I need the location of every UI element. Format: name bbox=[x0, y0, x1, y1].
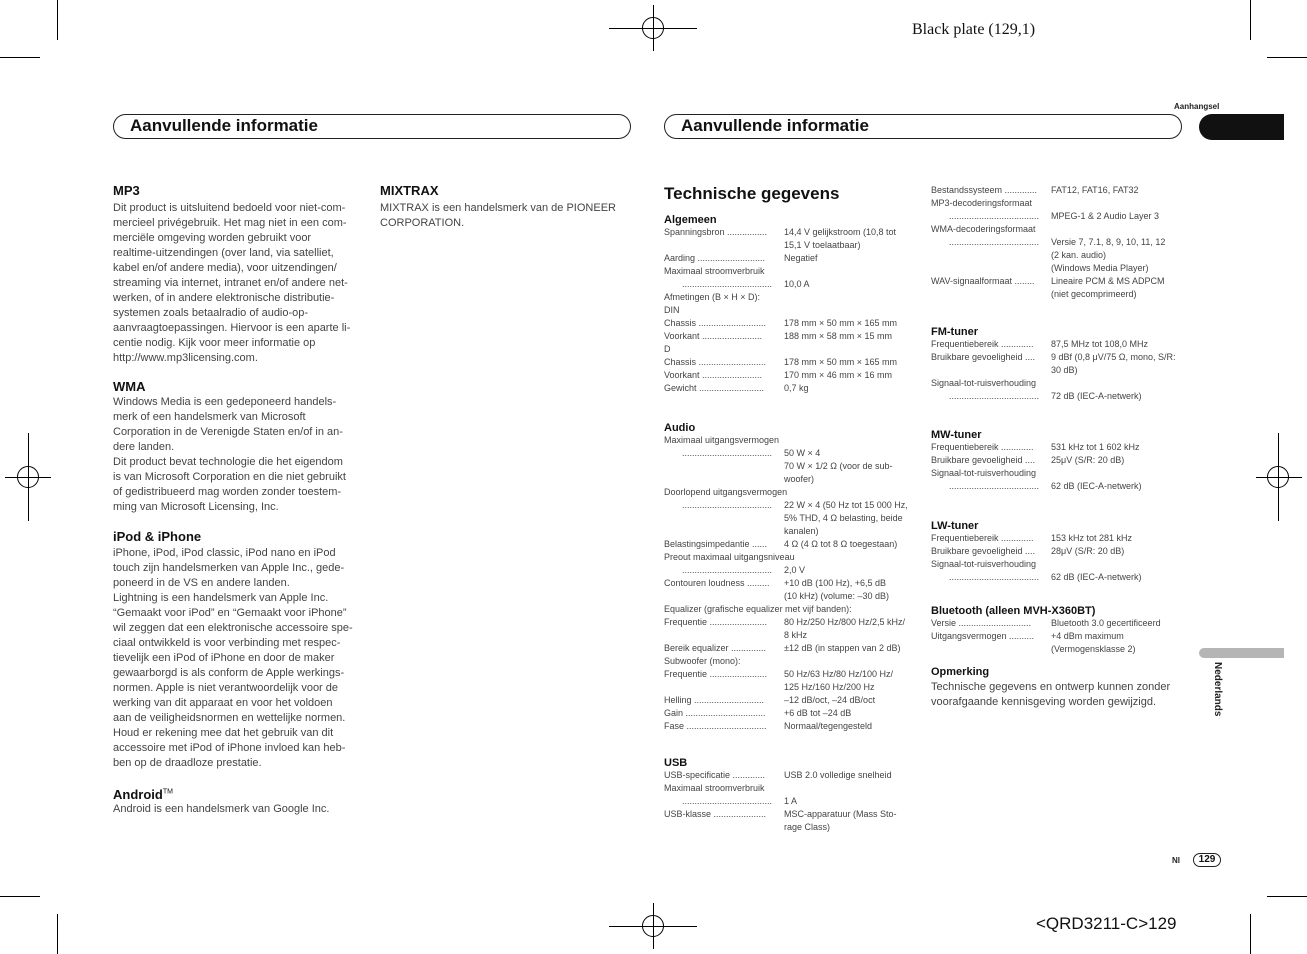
spec-value: (2 kan. audio) bbox=[1051, 250, 1107, 260]
spec-label: DIN bbox=[664, 305, 680, 315]
wma-text-line: merk of een handelsmerk van Microsoft bbox=[113, 411, 306, 423]
algemeen-heading: Algemeen bbox=[664, 214, 717, 226]
spec-value: 153 kHz tot 281 kHz bbox=[1051, 533, 1133, 543]
spec-row bbox=[664, 769, 919, 782]
opmerking-text-line: voorafgaande kennisgeving worden gewijzigd. bbox=[931, 696, 1157, 708]
spec-label: Voorkant ........................ bbox=[664, 370, 763, 380]
wma-text-line: is van Microsoft Corporation en die niet gebruikt bbox=[113, 471, 346, 483]
spec-value: Lineaire PCM & MS ADPCM bbox=[1051, 276, 1165, 286]
spec-row bbox=[664, 564, 919, 577]
spec-label: WMA-decoderingsformaat bbox=[931, 224, 1036, 234]
mp3-text-line: mercieel privégebruik. Het mag niet in een com- bbox=[113, 217, 347, 229]
ipod-heading: iPod & iPhone bbox=[113, 529, 202, 544]
spec-row bbox=[931, 364, 1186, 377]
spec-row bbox=[664, 252, 919, 265]
ipod-text-line: ben op de draadloze prestatie. bbox=[113, 757, 262, 769]
specs-column-2 bbox=[931, 184, 1186, 710]
spec-label: .................................... bbox=[682, 279, 773, 289]
tab-marker-black bbox=[1199, 114, 1284, 140]
spec-row bbox=[931, 275, 1186, 288]
mp3-text-line: systemen zoals betaalradio of audio-op- bbox=[113, 307, 309, 319]
spec-label: .................................... bbox=[682, 500, 773, 510]
ipod-text-line: normen. Apple is niet verantwoordelijk voor de bbox=[113, 682, 339, 694]
spec-value: 178 mm × 50 mm × 165 mm bbox=[784, 357, 898, 367]
spec-label: Gain ................................ bbox=[664, 708, 766, 718]
mp3-text-line: realtime-uitzendingen (over land, via satelliet, bbox=[113, 247, 334, 259]
spec-label: .................................... bbox=[949, 211, 1040, 221]
ipod-text bbox=[113, 546, 368, 771]
ipod-text-line: gewaarborgd is als conform de Apple werkings- bbox=[113, 667, 345, 679]
spec-label: Signaal-tot-ruisverhouding bbox=[931, 468, 1037, 478]
spec-value: Normaal/tegengesteld bbox=[784, 721, 873, 731]
spec-label: Bestandssysteem ............. bbox=[931, 185, 1038, 195]
spec-value: –12 dB/oct, –24 dB/oct bbox=[784, 695, 876, 705]
spec-value: 30 dB) bbox=[1051, 365, 1078, 375]
ipod-text-line: tievelijk een iPod of iPhone en door de maker bbox=[113, 652, 335, 664]
spec-row bbox=[931, 288, 1186, 301]
spec-label: USB-specificatie ............. bbox=[664, 770, 766, 780]
spec-label: Spanningsbron ................ bbox=[664, 227, 768, 237]
spec-row bbox=[664, 642, 919, 655]
bluetooth-heading: Bluetooth (alleen MVH-X360BT) bbox=[931, 605, 1096, 617]
spec-row bbox=[664, 795, 919, 808]
spec-value: 5% THD, 4 Ω belasting, beide bbox=[784, 513, 903, 523]
android-title: Android bbox=[113, 787, 163, 802]
spec-value: ±12 dB (in stappen van 2 dB) bbox=[784, 643, 901, 653]
spec-value: 170 mm × 46 mm × 16 mm bbox=[784, 370, 893, 380]
spec-label: USB-klasse ..................... bbox=[664, 809, 767, 819]
spec-row bbox=[664, 577, 919, 590]
spec-value: 14,4 V gelijkstroom (10,8 tot bbox=[784, 227, 897, 237]
spec-value: FAT12, FAT16, FAT32 bbox=[1051, 185, 1139, 195]
spec-row bbox=[664, 278, 919, 291]
spec-value: MPEG-1 & 2 Audio Layer 3 bbox=[1051, 211, 1160, 221]
spec-row bbox=[664, 239, 919, 252]
spec-label: Bruikbare gevoeligheid .... bbox=[931, 546, 1036, 556]
spec-row bbox=[664, 382, 919, 395]
ipod-text-line: werking van dit apparaat en voor het voldoen bbox=[113, 697, 333, 709]
wma-text bbox=[113, 395, 368, 515]
spec-row bbox=[931, 210, 1186, 223]
spec-row bbox=[664, 486, 919, 499]
spec-row bbox=[931, 558, 1186, 571]
spec-value: woofer) bbox=[784, 474, 815, 484]
mw-heading: MW-tuner bbox=[931, 429, 982, 441]
spec-label: Doorlopend uitgangsvermogen bbox=[664, 487, 788, 497]
usb-table bbox=[664, 769, 919, 834]
spec-label: Bruikbare gevoeligheid .... bbox=[931, 352, 1036, 362]
spec-row bbox=[664, 291, 919, 304]
spec-label: Preout maximaal uitgangsniveau bbox=[664, 552, 795, 562]
mp3-heading: MP3 bbox=[113, 183, 140, 198]
spec-label: Contouren loudness ......... bbox=[664, 578, 770, 588]
spec-value: 72 dB (IEC-A-netwerk) bbox=[1051, 391, 1142, 401]
spec-label: Belastingsimpedantie ...... bbox=[664, 539, 768, 549]
column-1 bbox=[113, 183, 368, 817]
spec-value: 8 kHz bbox=[784, 630, 808, 640]
spec-label: Voorkant ........................ bbox=[664, 331, 763, 341]
spec-label: Chassis ........................... bbox=[664, 357, 767, 367]
spec-label: MP3-decoderingsformaat bbox=[931, 198, 1033, 208]
spec-row bbox=[931, 545, 1186, 558]
spec-row bbox=[931, 236, 1186, 249]
spec-value: 125 Hz/160 Hz/200 Hz bbox=[784, 682, 875, 692]
mixtrax-text-line: CORPORATION. bbox=[380, 217, 465, 229]
spec-label: Versie ............................. bbox=[931, 618, 1032, 628]
spec-label: .................................... bbox=[949, 572, 1040, 582]
mp3-text-line: Dit product is uitsluitend bedoeld voor niet-com- bbox=[113, 202, 346, 214]
spec-value: 0,7 kg bbox=[784, 383, 809, 393]
mp3-text-line: http://www.mp3licensing.com. bbox=[113, 352, 258, 364]
spec-label: Afmetingen (B × H × D): bbox=[664, 292, 761, 302]
spec-row bbox=[931, 617, 1186, 630]
spec-value: 80 Hz/250 Hz/800 Hz/2,5 kHz/ bbox=[784, 617, 906, 627]
usb-heading: USB bbox=[664, 757, 688, 769]
spec-value: 1 A bbox=[784, 796, 798, 806]
spec-value: MSC-apparatuur (Mass Sto- bbox=[784, 809, 897, 819]
mp3-text-line: kabel en/of andere media), voor uitzendingen/ bbox=[113, 262, 337, 274]
spec-row bbox=[931, 377, 1186, 390]
spec-row bbox=[931, 643, 1186, 656]
audio-table bbox=[664, 434, 919, 733]
spec-label: Uitgangsvermogen .......... bbox=[931, 631, 1035, 641]
lw-heading: LW-tuner bbox=[931, 520, 979, 532]
wma-text-line: dere landen. bbox=[113, 441, 175, 453]
spec-value: USB 2.0 volledige snelheid bbox=[784, 770, 892, 780]
spec-label: Frequentiebereik ............. bbox=[931, 339, 1034, 349]
page-number: 129 bbox=[1193, 853, 1221, 867]
mp3-text-line: streaming via internet, intranet en/of andere net- bbox=[113, 277, 348, 289]
spec-label: Frequentiebereik ............. bbox=[931, 442, 1034, 452]
mixtrax-text bbox=[380, 201, 635, 231]
ipod-text-line: aan de veiligheidsnormen en wettelijke normen. bbox=[113, 712, 346, 724]
spec-label: Signaal-tot-ruisverhouding bbox=[931, 378, 1037, 388]
spec-label: Helling ............................ bbox=[664, 695, 765, 705]
wma-text-line: Windows Media is een gedeponeerd handels- bbox=[113, 396, 337, 408]
specs-title: Technische gegevens bbox=[664, 184, 840, 203]
spec-row bbox=[664, 603, 919, 616]
spec-label: Bereik equalizer .............. bbox=[664, 643, 767, 653]
spec-label: Frequentiebereik ............. bbox=[931, 533, 1034, 543]
spec-row bbox=[931, 184, 1186, 197]
spec-label: .................................... bbox=[682, 565, 773, 575]
spec-row bbox=[664, 720, 919, 733]
plate-label: Black plate (129,1) bbox=[912, 21, 1036, 38]
spec-value: (niet gecomprimeerd) bbox=[1051, 289, 1137, 299]
spec-label: Maximaal stroomverbruik bbox=[664, 266, 765, 276]
android-text bbox=[113, 802, 368, 817]
spec-row bbox=[664, 499, 919, 512]
spec-row bbox=[664, 330, 919, 343]
header-right: Aanvullende informatie bbox=[664, 114, 1182, 139]
spec-row bbox=[664, 655, 919, 668]
document-code: <QRD3211-C>129 bbox=[1036, 914, 1177, 933]
spec-row bbox=[664, 304, 919, 317]
spec-row bbox=[664, 343, 919, 356]
spec-row bbox=[664, 226, 919, 239]
opmerking-heading: Opmerking bbox=[931, 666, 990, 678]
spec-value: 531 kHz tot 1 602 kHz bbox=[1051, 442, 1140, 452]
opmerking-text-line: Technische gegevens en ontwerp kunnen zonder bbox=[931, 681, 1171, 693]
spec-row bbox=[664, 668, 919, 681]
spec-value: 2,0 V bbox=[784, 565, 806, 575]
ipod-text-line: accessoire met iPod of iPhone invloed kan heb- bbox=[113, 742, 346, 754]
section-tag: Aanhangsel bbox=[1174, 102, 1220, 111]
spec-value: 25μV (S/R: 20 dB) bbox=[1051, 455, 1125, 465]
language-code: Nl bbox=[1172, 856, 1180, 865]
android-heading bbox=[113, 787, 368, 802]
ipod-text-line: wil zeggen dat een elektronische accessoire spe- bbox=[113, 622, 353, 634]
spec-row bbox=[931, 223, 1186, 236]
spec-row bbox=[664, 629, 919, 642]
ipod-text-line: poneerd in de VS en andere landen. bbox=[113, 577, 290, 589]
spec-row bbox=[931, 571, 1186, 584]
wma-text-line: Corporation in de Verenigde Staten en/of in an- bbox=[113, 426, 343, 438]
algemeen-table bbox=[664, 226, 919, 395]
spec-row bbox=[664, 551, 919, 564]
spec-value: Negatief bbox=[784, 253, 818, 263]
spec-row bbox=[931, 351, 1186, 364]
spec-row bbox=[931, 480, 1186, 493]
spec-value: 9 dBf (0,8 μV/75 Ω, mono, S/R: bbox=[1051, 352, 1176, 362]
spec-label: .................................... bbox=[682, 448, 773, 458]
spec-value: Bluetooth 3.0 gecertificeerd bbox=[1051, 618, 1161, 628]
spec-value: kanalen) bbox=[784, 526, 819, 536]
spec-row bbox=[664, 808, 919, 821]
spec-row bbox=[664, 369, 919, 382]
wma-text-line: Dit product bevat technologie die het eigendom bbox=[113, 456, 343, 468]
mp3-text-line: aanvraagtoepassingen. Hiervoor is een aparte li- bbox=[113, 322, 351, 334]
wma-heading: WMA bbox=[113, 379, 146, 394]
bluetooth-table bbox=[931, 617, 1186, 656]
spec-row bbox=[664, 265, 919, 278]
spec-row bbox=[664, 538, 919, 551]
mw-table bbox=[931, 441, 1186, 493]
spec-row bbox=[931, 338, 1186, 351]
mp3-text-line: merciële omgeving worden gebruikt voor bbox=[113, 232, 312, 244]
spec-value: +10 dB (100 Hz), +6,5 dB bbox=[784, 578, 887, 588]
mp3-text bbox=[113, 201, 368, 366]
spec-value: 62 dB (IEC-A-netwerk) bbox=[1051, 572, 1142, 582]
spec-row bbox=[664, 782, 919, 795]
mp3-text-line: centie nodig. Kijk voor meer informatie op bbox=[113, 337, 316, 349]
spec-row bbox=[664, 434, 919, 447]
spec-value: (10 kHz) (volume: –30 dB) bbox=[784, 591, 890, 601]
spec-value: 28μV (S/R: 20 dB) bbox=[1051, 546, 1125, 556]
fm-heading: FM-tuner bbox=[931, 326, 979, 338]
spec-value: 10,0 A bbox=[784, 279, 810, 289]
spec-row bbox=[931, 532, 1186, 545]
spec-label: .................................... bbox=[949, 237, 1040, 247]
lw-table bbox=[931, 532, 1186, 584]
spec-row bbox=[664, 317, 919, 330]
spec-value: 87,5 MHz tot 108,0 MHz bbox=[1051, 339, 1149, 349]
file-format-table bbox=[931, 184, 1186, 301]
spec-row bbox=[664, 821, 919, 834]
ipod-text-line: “Gemaakt voor iPod” en “Gemaakt voor iPhone” bbox=[113, 607, 347, 619]
trademark-mark: TM bbox=[162, 788, 173, 796]
spec-row bbox=[664, 616, 919, 629]
ipod-text-line: Houd er rekening mee dat het gebruik van dit bbox=[113, 727, 334, 739]
column-2 bbox=[380, 183, 635, 231]
spec-row bbox=[931, 467, 1186, 480]
spec-label: D bbox=[664, 344, 671, 354]
spec-row bbox=[931, 630, 1186, 643]
spec-row bbox=[664, 460, 919, 473]
spec-label: WAV-signaalformaat ........ bbox=[931, 276, 1035, 286]
spec-value: 70 W × 1/2 Ω (voor de sub- bbox=[784, 461, 893, 471]
mp3-text-line: werken, of in andere elektronische distributie- bbox=[113, 292, 335, 304]
audio-heading: Audio bbox=[664, 422, 696, 434]
spec-value: Versie 7, 7.1, 8, 9, 10, 11, 12 bbox=[1051, 237, 1166, 247]
spec-value: 15,1 V toelaatbaar) bbox=[784, 240, 861, 250]
spec-value: 188 mm × 58 mm × 15 mm bbox=[784, 331, 893, 341]
spec-label: .................................... bbox=[682, 796, 773, 806]
spec-label: Frequentie ....................... bbox=[664, 617, 768, 627]
spec-row bbox=[931, 390, 1186, 403]
spec-value: 22 W × 4 (50 Hz tot 15 000 Hz, bbox=[784, 500, 908, 510]
side-language-label: Nederlands bbox=[1212, 662, 1223, 717]
spec-row bbox=[664, 512, 919, 525]
wma-text-line: of gedistribueerd mag worden zonder toestem- bbox=[113, 486, 342, 498]
header-left: Aanvullende informatie bbox=[113, 114, 631, 139]
spec-label: .................................... bbox=[949, 481, 1040, 491]
spec-row bbox=[931, 249, 1186, 262]
spec-label: Aarding ........................... bbox=[664, 253, 766, 263]
spec-label: Frequentie ....................... bbox=[664, 669, 768, 679]
spec-row bbox=[664, 590, 919, 603]
spec-value: 62 dB (IEC-A-netwerk) bbox=[1051, 481, 1142, 491]
spec-value: +4 dBm maximum bbox=[1051, 631, 1124, 641]
spec-label: Signaal-tot-ruisverhouding bbox=[931, 559, 1037, 569]
spec-row bbox=[664, 694, 919, 707]
spec-label: Gewicht .......................... bbox=[664, 383, 765, 393]
spec-row bbox=[931, 197, 1186, 210]
spec-value: 4 Ω (4 Ω tot 8 Ω toegestaan) bbox=[784, 539, 898, 549]
spec-row bbox=[931, 441, 1186, 454]
spec-row bbox=[664, 356, 919, 369]
spec-label: .................................... bbox=[949, 391, 1040, 401]
spec-row bbox=[664, 707, 919, 720]
spec-label: Bruikbare gevoeligheid .... bbox=[931, 455, 1036, 465]
spec-label: Fase ................................ bbox=[664, 721, 767, 731]
spec-value: 50 W × 4 bbox=[784, 448, 821, 458]
spec-value: rage Class) bbox=[784, 822, 831, 832]
spec-row bbox=[664, 681, 919, 694]
spec-label: Chassis ........................... bbox=[664, 318, 767, 328]
ipod-text-line: iPhone, iPod, iPod classic, iPod nano en iPod bbox=[113, 547, 336, 559]
spec-value: 178 mm × 50 mm × 165 mm bbox=[784, 318, 898, 328]
spec-value: +6 dB tot –24 dB bbox=[784, 708, 852, 718]
spec-value: 50 Hz/63 Hz/80 Hz/100 Hz/ bbox=[784, 669, 894, 679]
spec-label: Maximaal uitgangsvermogen bbox=[664, 435, 780, 445]
mixtrax-text-line: MIXTRAX is een handelsmerk van de PIONEER bbox=[380, 202, 616, 214]
wma-text-line: ming van Microsoft Licensing, Inc. bbox=[113, 501, 279, 513]
spec-label: Subwoofer (mono): bbox=[664, 656, 741, 666]
fm-table bbox=[931, 338, 1186, 403]
specs-column-1 bbox=[664, 184, 919, 834]
spec-row bbox=[931, 454, 1186, 467]
spec-row bbox=[664, 473, 919, 486]
spec-label: Equalizer (grafische equalizer met vijf banden): bbox=[664, 604, 852, 614]
spec-label: Maximaal stroomverbruik bbox=[664, 783, 765, 793]
spec-row bbox=[664, 447, 919, 460]
ipod-text-line: ciaal ontwikkeld is voor verbinding met respec- bbox=[113, 637, 341, 649]
spec-row bbox=[931, 262, 1186, 275]
android-text-line: Android is een handelsmerk van Google Inc. bbox=[113, 803, 330, 815]
mixtrax-heading: MIXTRAX bbox=[380, 183, 439, 198]
spec-value: (Vermogensklasse 2) bbox=[1051, 644, 1136, 654]
tab-marker-grey bbox=[1199, 648, 1284, 658]
spec-row bbox=[664, 525, 919, 538]
spec-value: (Windows Media Player) bbox=[1051, 263, 1149, 273]
opmerking-text bbox=[931, 680, 1186, 710]
ipod-text-line: touch zijn handelsmerken van Apple Inc., gede- bbox=[113, 562, 345, 574]
ipod-text-line: Lightning is een handelsmerk van Apple Inc. bbox=[113, 592, 329, 604]
